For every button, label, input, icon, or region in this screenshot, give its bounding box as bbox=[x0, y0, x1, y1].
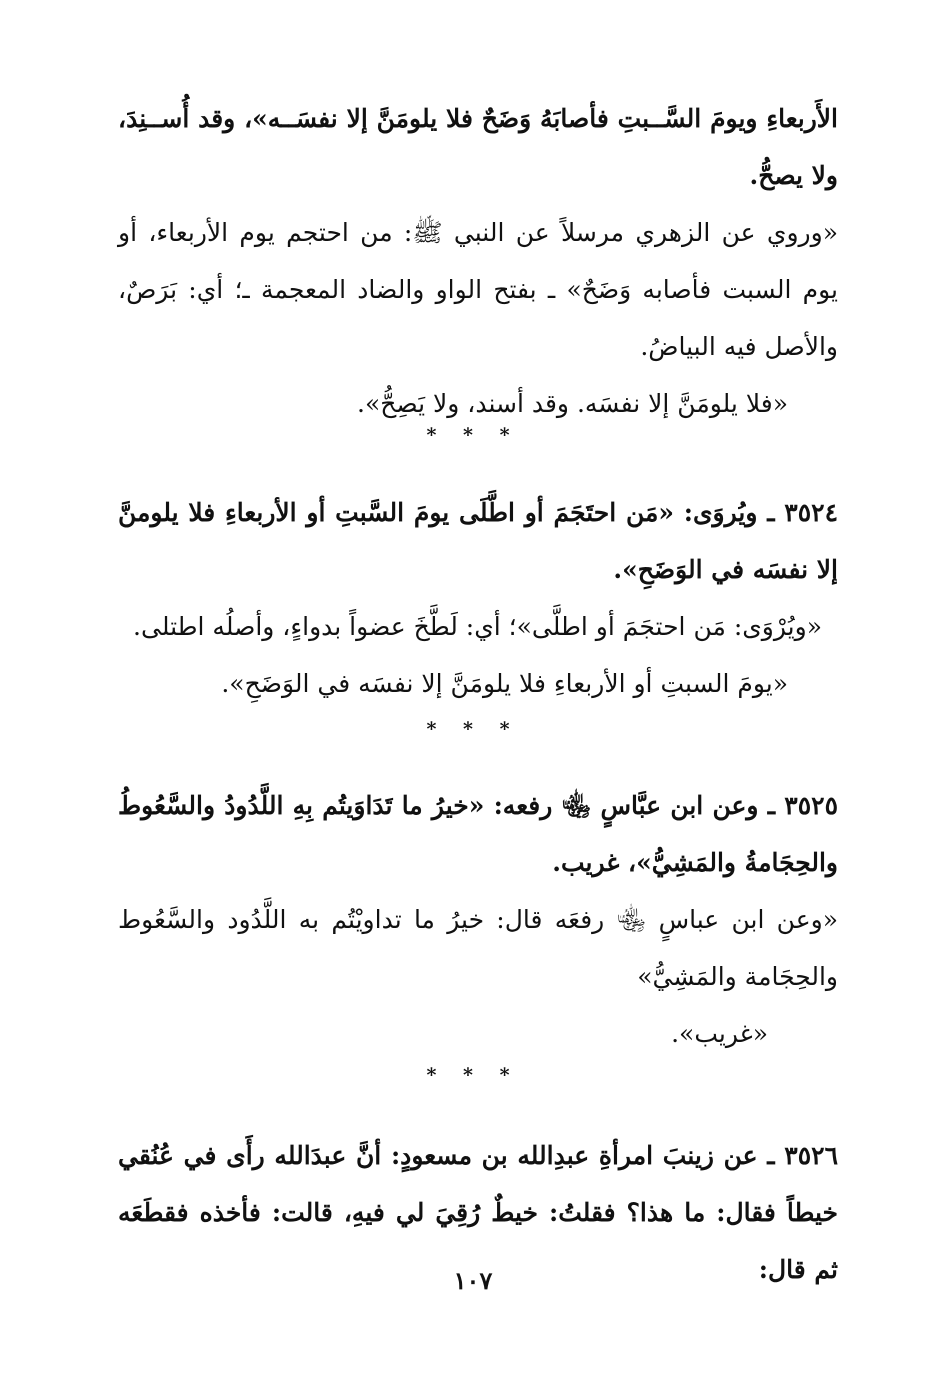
hadith-3524: ٣٥٢٤ ـ ويُروَى: «مَن احتَجَمَ أو اطَّلَى يومَ السَّبتِ أو الأربعاءِ فلا يلومنَّ إلا نفسَه في الوَضَحِ». bbox=[118, 498, 838, 584]
paragraph-commentary-3524a: «ويُرْوَى: مَن احتجَمَ أو اطلَّى»؛ أي: لَطَّخَ عضواً بدواءٍ، وأصلُه اطتلى. bbox=[133, 612, 822, 641]
hadith-3525: ٣٥٢٥ ـ وعن ابن عبَّاسٍ ﵄ رفعه: «خيرُ ما تَدَاوَيتُم بِهِ اللَّدُودُ والسَّعُوطُ والحِجَامةُ والمَشِيُّ»، غريب. bbox=[118, 791, 838, 877]
section-separator-1: * * * bbox=[426, 424, 520, 446]
paragraph-commentary-quote: «فلا يلومَنَّ إلا نفسَه. وقد أسند، ولا يَصِحُّ». bbox=[357, 389, 788, 418]
section-separator-2: * * * bbox=[426, 718, 520, 740]
paragraph-continuation: الأَربعاءِ ويومَ السَّــبتِ فأصابَهُ وَضَحٌ فلا يلومَنَّ إلا نفسَــه»، وقد أُســنِدَ، ولا يصحُّ. bbox=[118, 104, 838, 190]
hadith-3526: ٣٥٢٦ ـ عن زينبَ امرأةِ عبدِالله بن مسعودٍ: أنَّ عبدَالله رأَى في عُنُقي خيطاً فقال: ما هذا؟ فقلتُ: خيطٌ رُقِيَ لي فيهِ، قالت: فأخذه فقطَعَه ثم قال: bbox=[118, 1141, 838, 1284]
page-number: ١٠٧ bbox=[453, 1266, 493, 1295]
paragraph-commentary-gharib: «غريب». bbox=[671, 1019, 768, 1048]
paragraph-commentary-3524b: «يومَ السبتِ أو الأربعاءِ فلا يلومَنَّ إلا نفسَه في الوَضَحِ». bbox=[221, 669, 788, 698]
paragraph-commentary-zuhri: «وروي عن الزهري مرسلاً عن النبي ﷺ: من احتجم يوم الأربعاء، أو يوم السبت فأصابه وَضَحٌ» ـ بفتح الواو والضاد المعجمة ـ؛ أي: بَرَصٌ، والأصل فيه البياضُ. bbox=[118, 218, 838, 361]
paragraph-commentary-3525: «وعن ابن عباسٍ ﵄ رفعَه قال: خيرُ ما تداويْتُم به اللَّدُود والسَّعُوط والحِجَامة والمَشِيُّ» bbox=[118, 905, 838, 991]
section-separator-3: * * * bbox=[426, 1064, 520, 1086]
